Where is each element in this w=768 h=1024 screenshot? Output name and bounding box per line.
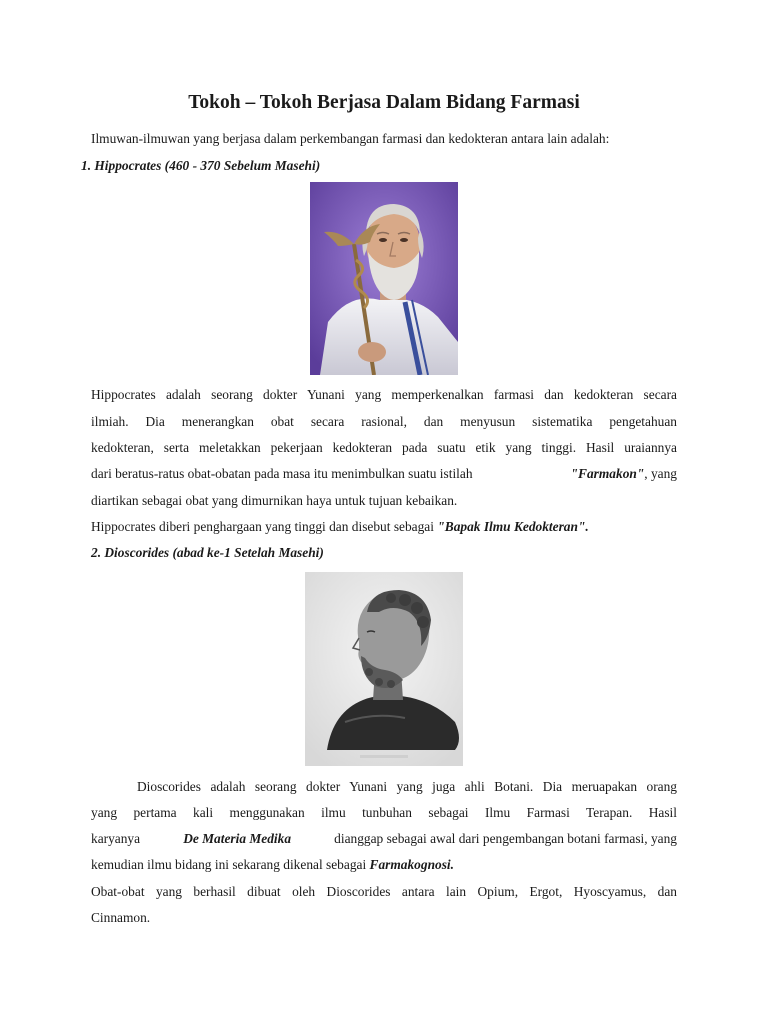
hippocrates-portrait bbox=[310, 182, 458, 375]
hippocrates-honor-text bbox=[91, 519, 589, 535]
hippocrates-paragraph-line-3: kedokteran, serta meletakkan pekerjaan kedokteran pada suatu etik yang tinggi. Hasil uraiannya bbox=[91, 440, 677, 455]
dioscorides-paragraph-line-2: yang pertama kali menggunakan ilmu tunbuhan sebagai Ilmu Farmasi Terapan. Hasil bbox=[91, 805, 677, 820]
term-farmakon: "Farmakon" bbox=[570, 466, 645, 481]
term-farmakognosi: Farmakognosi. bbox=[369, 857, 454, 872]
honor-text: Hippocrates diberi penghargaan yang tinggi dan disebut sebagai bbox=[91, 519, 438, 534]
hippocrates-paragraph-line-5: diartikan sebagai obat yang dimurnikan haya untuk tujuan kebaikan. bbox=[91, 493, 458, 508]
term-bapak-ilmu-kedokteran: "Bapak Ilmu Kedokteran". bbox=[437, 519, 589, 534]
line-4-text: kemudian ilmu bidang ini sekarang dikenal sebagai bbox=[91, 857, 370, 872]
dioscorides-paragraph-line-3 bbox=[91, 831, 677, 847]
term-de-materia-medika: De Materia Medika bbox=[183, 831, 292, 846]
line-3-tail: dianggap sebagai awal dari pengembangan botani farmasi, yang bbox=[334, 831, 677, 846]
dioscorides-drugs-line-1: Obat-obat yang berhasil dibuat oleh Dioscorides antara lain Opium, Ergot, Hyoscyamus, dan bbox=[91, 884, 677, 899]
line-4-text: dari beratus-ratus obat-obatan pada masa itu menimbulkan suatu istilah bbox=[91, 466, 473, 481]
section-heading-dioscorides: 2. Dioscorides (abad ke-1 Setelah Masehi) bbox=[91, 545, 324, 560]
dioscorides-drugs-line-2: Cinnamon. bbox=[91, 910, 151, 925]
hippocrates-paragraph-line-4 bbox=[91, 466, 677, 482]
intro-text: Ilmuwan-ilmuwan yang berjasa dalam perkembangan farmasi dan kedokteran antara lain adalah: bbox=[91, 131, 610, 146]
section-heading-hippocrates: 1. Hippocrates (460 - 370 Sebelum Masehi) bbox=[81, 158, 321, 173]
line-4-tail: , yang bbox=[644, 466, 677, 481]
dioscorides-portrait bbox=[305, 572, 463, 766]
line-3-lead: karyanya bbox=[91, 831, 141, 846]
page-title: Tokoh – Tokoh Berjasa Dalam Bidang Farmasi bbox=[188, 92, 580, 113]
hippocrates-paragraph-line-1: Hippocrates adalah seorang dokter Yunani yang memperkenalkan farmasi dan kedokteran secara bbox=[91, 387, 677, 402]
hippocrates-paragraph-line-2: ilmiah. Dia menerangkan obat secara rasional, dan menyusun sistematika pengetahuan bbox=[91, 414, 677, 429]
dioscorides-paragraph-line-1: Dioscorides adalah seorang dokter Yunani yang juga ahli Botani. Dia meruapakan orang bbox=[137, 779, 677, 794]
dioscorides-paragraph-line-4 bbox=[91, 857, 454, 873]
